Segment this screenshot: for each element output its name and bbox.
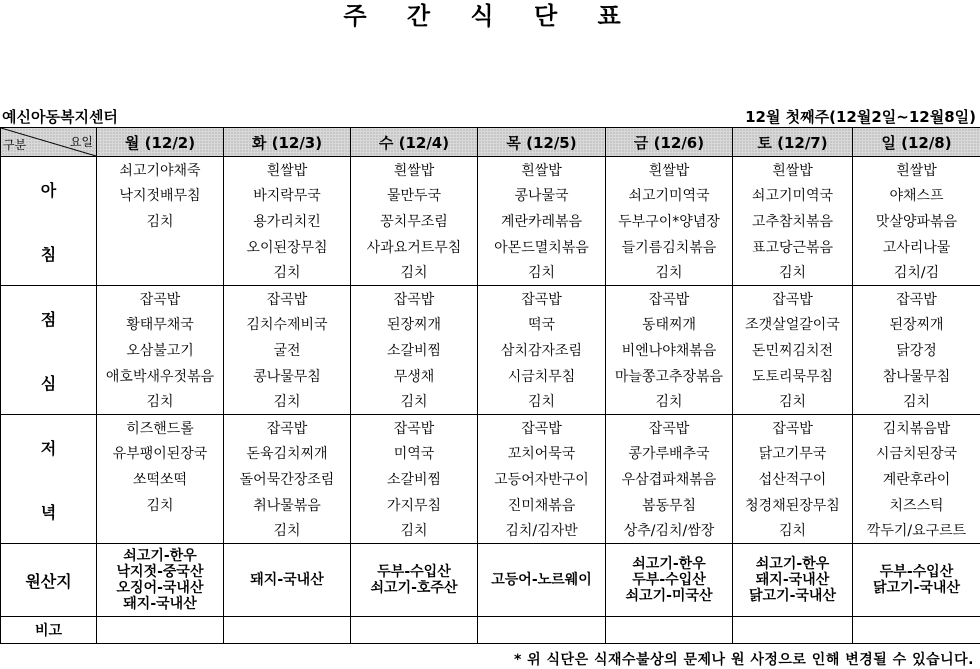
menu-item: 잡곡밥 — [733, 415, 853, 441]
menu-item: 유부팽이된장국 — [97, 441, 224, 467]
menu-item: 계란카레볶음 — [478, 208, 606, 234]
origin-line: 닭고기-국내산 — [733, 588, 852, 604]
menu-item: 계란후라이 — [853, 466, 980, 492]
origin-line: 두부-수입산 — [853, 564, 980, 580]
menu-item: 잡곡밥 — [351, 286, 478, 312]
menu-item: 김치 — [733, 517, 853, 543]
menu-item: 김치 — [97, 492, 224, 518]
menu-item: 김치 — [478, 388, 606, 414]
menu-row — [1, 234, 980, 260]
corner-header — [1, 128, 97, 157]
meal-label-char: 침 — [1, 242, 96, 265]
origin-line: 오징어-국내산 — [97, 580, 223, 596]
day-header: 토 (12/7) — [733, 128, 853, 157]
menu-item: 아몬드멸치볶음 — [478, 234, 606, 260]
origin-line: 낙지젓-중국산 — [97, 564, 223, 580]
menu-item: 두부구이*양념장 — [606, 208, 733, 234]
menu-item: 닭고기무국 — [733, 441, 853, 467]
corner-label-day: 요일 — [70, 133, 93, 150]
menu-item: 고등어자반구이 — [478, 466, 606, 492]
menu-item: 마늘쫑고추장볶음 — [606, 363, 733, 389]
menu-item: 삼치감자조림 — [478, 337, 606, 363]
menu-item — [97, 517, 224, 543]
menu-item: 표고당근볶음 — [733, 234, 853, 260]
note-cell — [606, 617, 733, 644]
menu-item: 고사리나물 — [853, 234, 980, 260]
menu-item: 꽁치무조림 — [351, 208, 478, 234]
menu-item: 김치 — [606, 259, 733, 285]
origin-line: 쇠고기-한우 — [733, 556, 852, 572]
menu-item: 김치수제비국 — [224, 312, 351, 338]
menu-row — [1, 286, 980, 312]
menu-item: 낙지젓배무침 — [97, 183, 224, 209]
menu-item: 김치 — [224, 259, 351, 285]
menu-item: 사과요거트무침 — [351, 234, 478, 260]
footnote: * 위 식단은 식재수불상의 문제나 원 사정으로 인해 변경될 수 있습니다. — [514, 649, 974, 669]
menu-item: 비엔나야채볶음 — [606, 337, 733, 363]
origin-cell — [733, 544, 853, 617]
menu-row — [1, 517, 980, 543]
menu-item: 김치/김자반 — [478, 517, 606, 543]
menu-item: 김치 — [478, 259, 606, 285]
menu-item: 꼬치어묵국 — [478, 441, 606, 467]
day-header: 일 (12/8) — [853, 128, 980, 157]
menu-item: 잡곡밥 — [606, 415, 733, 441]
note-cell — [478, 617, 606, 644]
day-header: 금 (12/6) — [606, 128, 733, 157]
menu-item: 김치볶음밥 — [853, 415, 980, 441]
menu-item: 된장찌개 — [853, 312, 980, 338]
origin-row — [1, 544, 980, 617]
corner-label-category: 구분 — [3, 136, 26, 153]
menu-item: 돈육김치찌개 — [224, 441, 351, 467]
day-header: 월 (12/2) — [97, 128, 224, 157]
menu-item: 섭산적구이 — [733, 466, 853, 492]
menu-item: 진미채볶음 — [478, 492, 606, 518]
menu-item: 가지무침 — [351, 492, 478, 518]
origin-line: 두부-수입산 — [606, 572, 732, 588]
menu-item: 된장찌개 — [351, 312, 478, 338]
meal-label-char: 심 — [1, 371, 96, 394]
menu-item: 잡곡밥 — [478, 286, 606, 312]
menu-row — [1, 208, 980, 234]
note-label: 비고 — [1, 617, 97, 644]
menu-item: 김치 — [853, 388, 980, 414]
menu-item: 김치 — [733, 259, 853, 285]
menu-item: 흰쌀밥 — [733, 157, 853, 183]
menu-item: 흰쌀밥 — [224, 157, 351, 183]
menu-item — [97, 234, 224, 260]
origin-cell — [478, 544, 606, 617]
note-cell — [97, 617, 224, 644]
menu-item: 취나물볶음 — [224, 492, 351, 518]
menu-item: 김치 — [351, 517, 478, 543]
menu-row — [1, 363, 980, 389]
menu-item: 김치 — [97, 388, 224, 414]
menu-item: 시금치된장국 — [853, 441, 980, 467]
menu-item: 콩나물국 — [478, 183, 606, 209]
menu-item: 맛살양파볶음 — [853, 208, 980, 234]
menu-row — [1, 415, 980, 441]
origin-line: 돼지-국내산 — [224, 572, 350, 588]
day-header: 목 (12/5) — [478, 128, 606, 157]
menu-item: 흰쌀밥 — [853, 157, 980, 183]
menu-item: 쇠고기야채죽 — [97, 157, 224, 183]
menu-item: 콩가루배추국 — [606, 441, 733, 467]
menu-item: 우삼겹파채볶음 — [606, 466, 733, 492]
menu-item: 쏘떡쏘떡 — [97, 466, 224, 492]
menu-item: 고추참치볶음 — [733, 208, 853, 234]
menu-item: 소갈비찜 — [351, 466, 478, 492]
origin-line: 쇠고기-한우 — [97, 548, 223, 564]
menu-row — [1, 259, 980, 285]
origin-line: 쇠고기-호주산 — [351, 580, 477, 596]
menu-item: 황태무채국 — [97, 312, 224, 338]
note-cell — [733, 617, 853, 644]
menu-item: 잡곡밥 — [733, 286, 853, 312]
menu-item: 김치 — [733, 388, 853, 414]
menu-item: 굴전 — [224, 337, 351, 363]
note-row — [1, 617, 980, 644]
day-header: 수 (12/4) — [351, 128, 478, 157]
menu-item: 봄동무침 — [606, 492, 733, 518]
menu-item: 미역국 — [351, 441, 478, 467]
origin-label: 원산지 — [1, 544, 97, 617]
menu-item: 돈민찌김치전 — [733, 337, 853, 363]
menu-item: 돌어묵간장조림 — [224, 466, 351, 492]
meal-label — [1, 157, 97, 286]
menu-item — [97, 259, 224, 285]
menu-item: 시금치무침 — [478, 363, 606, 389]
menu-item: 치즈스틱 — [853, 492, 980, 518]
menu-item: 김치 — [606, 388, 733, 414]
menu-item: 잡곡밥 — [351, 415, 478, 441]
menu-item: 상추/김치/쌈장 — [606, 517, 733, 543]
menu-row — [1, 337, 980, 363]
meal-label — [1, 415, 97, 544]
note-cell — [224, 617, 351, 644]
menu-row — [1, 157, 980, 183]
weekly-menu-table — [0, 127, 980, 644]
menu-item: 히즈핸드롤 — [97, 415, 224, 441]
note-cell — [853, 617, 980, 644]
note-cell — [351, 617, 478, 644]
menu-item: 오이된장무침 — [224, 234, 351, 260]
menu-row — [1, 312, 980, 338]
header-row — [1, 128, 980, 157]
menu-item: 동태찌개 — [606, 312, 733, 338]
menu-item: 애호박새우젓볶음 — [97, 363, 224, 389]
origin-line: 닭고기-국내산 — [853, 580, 980, 596]
menu-item: 김치 — [351, 259, 478, 285]
menu-item: 무생채 — [351, 363, 478, 389]
menu-item: 떡국 — [478, 312, 606, 338]
menu-item: 잡곡밥 — [853, 286, 980, 312]
menu-item: 야채스프 — [853, 183, 980, 209]
center-name: 예신아동복지센터 — [2, 106, 118, 127]
meal-label-char: 저 — [1, 436, 96, 459]
origin-cell — [97, 544, 224, 617]
menu-item: 도토리묵무침 — [733, 363, 853, 389]
origin-line: 쇠고기-미국산 — [606, 588, 732, 604]
origin-line: 돼지-국내산 — [97, 596, 223, 612]
menu-item: 잡곡밥 — [224, 415, 351, 441]
menu-row — [1, 388, 980, 414]
menu-item: 잡곡밥 — [478, 415, 606, 441]
menu-item: 쇠고기미역국 — [606, 183, 733, 209]
menu-item: 김치 — [97, 208, 224, 234]
menu-item: 소갈비찜 — [351, 337, 478, 363]
origin-line: 돼지-국내산 — [733, 572, 852, 588]
origin-cell — [606, 544, 733, 617]
menu-item: 청경채된장무침 — [733, 492, 853, 518]
menu-row — [1, 492, 980, 518]
menu-item: 김치 — [224, 517, 351, 543]
menu-item: 쇠고기미역국 — [733, 183, 853, 209]
menu-item: 들기름김치볶음 — [606, 234, 733, 260]
origin-line: 쇠고기-한우 — [606, 556, 732, 572]
meal-label-char: 점 — [1, 307, 96, 330]
menu-row — [1, 183, 980, 209]
menu-item: 잡곡밥 — [224, 286, 351, 312]
page-title: 주 간 식 단 표 — [0, 0, 980, 32]
origin-line: 고등어-노르웨이 — [478, 572, 605, 588]
menu-item: 김치 — [351, 388, 478, 414]
day-header: 화 (12/3) — [224, 128, 351, 157]
menu-item: 참나물무침 — [853, 363, 980, 389]
menu-item: 용가리치킨 — [224, 208, 351, 234]
meal-label — [1, 286, 97, 415]
menu-item: 흰쌀밥 — [606, 157, 733, 183]
menu-item: 흰쌀밥 — [351, 157, 478, 183]
menu-item: 콩나물무침 — [224, 363, 351, 389]
menu-item: 잡곡밥 — [97, 286, 224, 312]
menu-item: 김치 — [224, 388, 351, 414]
menu-item: 오삼불고기 — [97, 337, 224, 363]
meal-label-char: 아 — [1, 178, 96, 201]
menu-item: 김치/김 — [853, 259, 980, 285]
week-label: 12월 첫째주(12월2일~12월8일) — [745, 106, 976, 127]
menu-item: 물만두국 — [351, 183, 478, 209]
origin-cell — [853, 544, 980, 617]
menu-row — [1, 441, 980, 467]
menu-item: 흰쌀밥 — [478, 157, 606, 183]
menu-item: 잡곡밥 — [606, 286, 733, 312]
menu-row — [1, 466, 980, 492]
menu-item: 닭강정 — [853, 337, 980, 363]
menu-item: 바지락무국 — [224, 183, 351, 209]
menu-item: 깍두기/요구르트 — [853, 517, 980, 543]
origin-cell — [351, 544, 478, 617]
origin-line: 두부-수입산 — [351, 564, 477, 580]
meal-label-char: 녁 — [1, 500, 96, 523]
origin-cell — [224, 544, 351, 617]
menu-item: 조갯살얼갈이국 — [733, 312, 853, 338]
